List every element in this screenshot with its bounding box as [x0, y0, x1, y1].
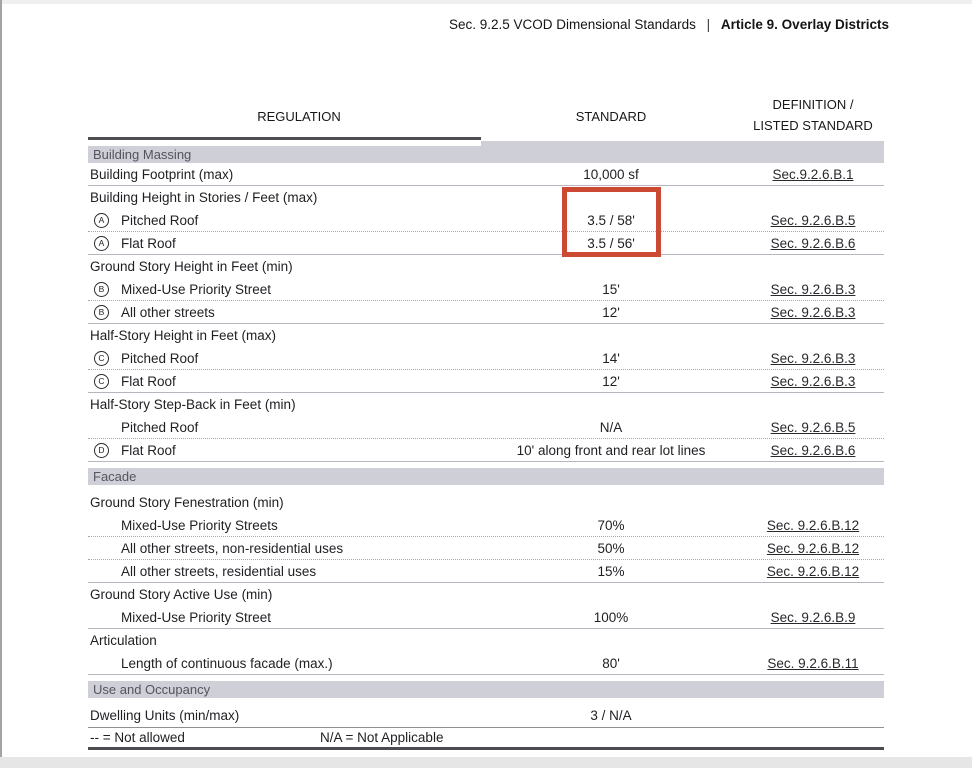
page-bottom-edge: [0, 757, 972, 768]
table-row: [88, 560, 884, 583]
reference-link[interactable]: Sec. 9.2.6.B.5: [770, 419, 856, 435]
key-letter-icon: D: [94, 443, 109, 458]
subsection-header-row: [88, 583, 884, 606]
regulation-label: Flat Roof: [121, 235, 176, 251]
column-header-standard: STANDARD: [575, 108, 647, 124]
section-header-row: [88, 146, 884, 163]
reference-link[interactable]: Sec. 9.2.6.B.6: [770, 235, 856, 251]
table-row: [88, 537, 884, 560]
standard-value: 50%: [597, 540, 625, 556]
regulation-label: All other streets: [121, 304, 215, 320]
key-letter-icon: A: [94, 236, 109, 251]
running-header: [449, 17, 889, 32]
table-row: [88, 232, 884, 255]
key-letter-icon: C: [94, 374, 109, 389]
standard-value: 15': [602, 281, 620, 297]
section-header-label: Facade: [93, 469, 137, 484]
running-header-section: Sec. 9.2.5 VCOD Dimensional Standards: [448, 17, 696, 32]
regulation-label: Half-Story Height in Feet (max): [90, 328, 277, 343]
key-letter-icon: C: [94, 351, 109, 366]
column-header-definition-line2: LISTED STANDARD: [753, 118, 873, 133]
table-row: [88, 606, 884, 629]
regulation-label: Length of continuous facade (max.): [121, 655, 333, 671]
subsection-header-row: [88, 629, 884, 652]
running-header-divider: |: [706, 17, 711, 32]
standard-value: 3.5 / 56': [587, 235, 635, 251]
footnote-row: [88, 727, 884, 750]
regulation-label: Ground Story Fenestration (min): [90, 495, 284, 510]
table-row: [88, 416, 884, 439]
running-header-article: Article 9. Overlay Districts: [720, 17, 889, 32]
reference-link[interactable]: Sec. 9.2.6.B.3: [770, 373, 856, 389]
table-row: [88, 347, 884, 370]
table-row: [88, 652, 884, 675]
section-header-row: [88, 681, 884, 698]
reference-link[interactable]: Sec. 9.2.6.B.11: [767, 655, 859, 671]
column-header-regulation: REGULATION: [257, 108, 341, 124]
regulation-label: All other streets, non-residential uses: [121, 540, 344, 556]
key-letter-icon: B: [94, 305, 109, 320]
table-header-row: [88, 95, 884, 137]
regulation-label: Pitched Roof: [121, 419, 199, 435]
standard-value: 3 / N/A: [590, 708, 632, 723]
reference-link[interactable]: Sec. 9.2.6.B.3: [770, 350, 856, 366]
regulation-label: Half-Story Step-Back in Feet (min): [90, 397, 296, 412]
regulation-label: Building Height in Stories / Feet (max): [90, 190, 318, 205]
standard-value: 10,000 sf: [583, 166, 639, 182]
standard-value: 10' along front and rear lot lines: [516, 442, 706, 458]
reference-link[interactable]: Sec. 9.2.6.B.12: [766, 563, 860, 579]
reference-link[interactable]: Sec. 9.2.6.B.9: [770, 609, 856, 625]
regulation-label: Mixed-Use Priority Streets: [121, 517, 278, 533]
regulation-label: Building Footprint (max): [90, 166, 234, 182]
table-row: [88, 278, 884, 301]
regulation-label: Articulation: [90, 633, 157, 648]
regulation-label: Flat Roof: [121, 373, 176, 389]
table-row: [88, 439, 884, 462]
regulation-label: All other streets, residential uses: [121, 563, 317, 579]
table-row: [88, 209, 884, 232]
subsection-header-row: [88, 324, 884, 347]
footnote-not-allowed: -- = Not allowed: [90, 730, 185, 745]
standard-value: 12': [602, 304, 620, 320]
standard-value: 12': [602, 373, 620, 389]
reference-link[interactable]: Sec. 9.2.6.B.12: [766, 517, 860, 533]
section-header-label: Use and Occupancy: [93, 682, 211, 697]
table-row: [88, 704, 884, 727]
standard-value: 14': [602, 350, 620, 366]
header-rule: [88, 137, 884, 140]
reference-link[interactable]: Sec. 9.2.6.B.12: [766, 540, 860, 556]
standard-value: N/A: [599, 419, 623, 435]
table-row: [88, 301, 884, 324]
section-header-row: [88, 468, 884, 485]
table-row: [88, 370, 884, 393]
standard-value: 100%: [593, 609, 629, 625]
section-header-label: Building Massing: [93, 147, 192, 162]
subsection-header-row: [88, 491, 884, 514]
reference-link[interactable]: Sec. 9.2.6.B.3: [770, 281, 856, 297]
regulation-label: Flat Roof: [121, 442, 176, 458]
standard-value: 3.5 / 58': [587, 212, 635, 228]
table-row: [88, 163, 884, 186]
regulation-label: Pitched Roof: [121, 212, 199, 228]
regulation-label: Pitched Roof: [121, 350, 199, 366]
annotation-highlight-box: [562, 187, 661, 257]
reference-link[interactable]: Sec. 9.2.6.B.3: [770, 304, 856, 320]
page-left-edge: [0, 0, 2, 768]
page-top-edge: [0, 0, 972, 4]
dimensional-standards-table: [88, 95, 884, 750]
footnote-not-applicable: N/A = Not Applicable: [320, 730, 444, 745]
standard-value: 80': [602, 655, 620, 671]
column-header-definition: [742, 95, 884, 137]
standard-value: 70%: [597, 517, 625, 533]
reference-link[interactable]: Sec. 9.2.6.B.6: [770, 442, 856, 458]
subsection-header-row: [88, 255, 884, 278]
regulation-label: Ground Story Active Use (min): [90, 587, 273, 602]
regulation-label: Mixed-Use Priority Street: [121, 281, 272, 297]
table-row: [88, 514, 884, 537]
subsection-header-row: [88, 186, 884, 209]
regulation-label: Dwelling Units (min/max): [90, 708, 240, 723]
regulation-label: Mixed-Use Priority Street: [121, 609, 272, 625]
standard-value: 15%: [597, 563, 625, 579]
table-body: [88, 146, 884, 727]
key-letter-icon: B: [94, 282, 109, 297]
column-header-definition-line1: DEFINITION /: [772, 97, 854, 113]
regulation-label: Ground Story Height in Feet (min): [90, 259, 293, 274]
reference-link[interactable]: Sec. 9.2.6.B.5: [770, 212, 856, 228]
key-letter-icon: A: [94, 213, 109, 228]
reference-link[interactable]: Sec.9.2.6.B.1: [772, 166, 854, 182]
subsection-header-row: [88, 393, 884, 416]
